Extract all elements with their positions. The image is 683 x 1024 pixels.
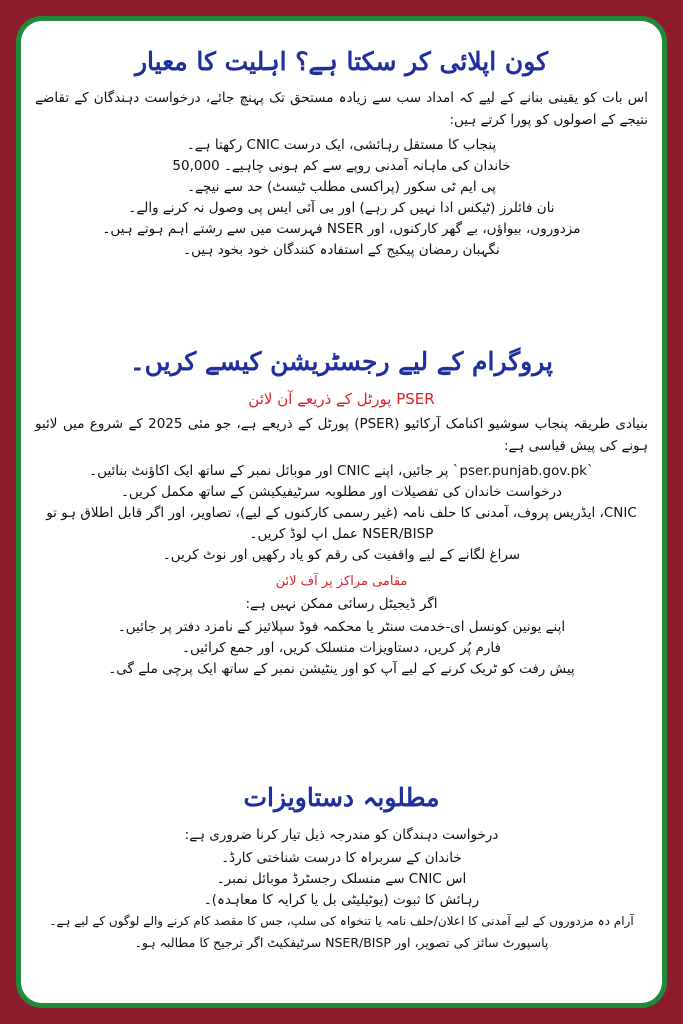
list-item: پاسپورٹ سائز کی تصویر، اور NSER/BISP سرٹیفکیٹ اگر ترجیح کا مطالبہ ہو۔ — [134, 935, 549, 950]
registration-section — [35, 345, 648, 680]
online-subheading: PSER پورٹل کے ذریعے آن لائن — [248, 390, 435, 408]
list-item: CNIC، ایڈریس پروف، آمدنی کا حلف نامہ (غیر رسمی کارکنوں کے لیے)، تصاویر، اور اگر قابل اطلاق ہو تو — [46, 505, 637, 521]
offline-intro: اگر ڈیجیٹل رسائی ممکن نہیں ہے: — [245, 596, 438, 612]
list-item: پیش رفت کو ٹریک کرنے کے لیے آپ کو اور ینٹیشن نمبر کے ساتھ ایک پرچی ملے گی۔ — [108, 661, 575, 677]
documents-list — [35, 848, 648, 953]
offline-steps — [35, 617, 648, 680]
offline-subheading: مقامی مراکز پر آف لائن — [275, 574, 408, 589]
documents-intro: درخواست دہندگان کو مندرجہ ذیل تیار کرنا ضروری ہے: — [184, 827, 499, 843]
list-item: اپنے یونین کونسل ای-خدمت سنٹر یا محکمہ فوڈ سپلائیز کے نامزد دفتر پر جائیں۔ — [117, 619, 566, 635]
list-item: NSER/BISP عمل اپ لوڈ کریں۔ — [249, 526, 434, 542]
list-item: پی ایم ٹی سکور (پراکسی مطلب ٹیسٹ) حد سے نیچے۔ — [187, 179, 496, 195]
list-item: رہائش کا ثبوت (یوٹیلیٹی بل یا کرایہ کا معاہدہ)۔ — [203, 892, 480, 908]
online-intro: بنیادی طریقہ پنجاب سوشیو اکنامک آرکائیو (PSER) پورٹل کے ذریعے ہے، جو مئی 2025 کے شروع میں لائیو ہونے کی پیش قیاسی ہے: — [35, 416, 648, 454]
list-item: آرام دہ مزدوروں کے لیے آمدنی کا اعلان/حلف نامہ یا تنخواہ کی سلپ، جس کا مقصد کام کرنے والے لوگوں کے لیے ہے۔ — [49, 914, 634, 928]
list-item: نگہبان رمضان پیکیج کے استفادہ کنندگان خود بخود ہیں۔ — [183, 242, 500, 258]
list-item: اس CNIC سے منسلک رجسٹرڈ موبائل نمبر۔ — [216, 871, 467, 887]
list-item: سراغ لگانے کے لیے واقفیت کی رقم کو یاد رکھیں اور نوٹ کریں۔ — [162, 547, 521, 563]
documents-section — [35, 781, 648, 953]
eligibility-list — [35, 135, 648, 261]
list-item: `pser.punjab.gov.pk` پر جائیں، اپنے CNIC اور موبائل نمبر کے ساتھ ایک اکاؤنٹ بنائیں۔ — [89, 463, 594, 479]
online-steps — [35, 461, 648, 566]
list-item: پنجاب کا مستقل رہائشی، ایک درست CNIC رکھتا ہے۔ — [186, 137, 497, 153]
content-card — [16, 16, 667, 1008]
eligibility-section — [35, 45, 648, 261]
list-item: خاندان کی ماہانہ آمدنی روپے سے کم ہونی چاہیے۔ 50,000 — [172, 158, 511, 174]
list-item: فارم پُر کریں، دستاویزات منسلک کریں، اور جمع کرائیں۔ — [182, 640, 501, 656]
list-item: مزدوروں، بیواؤں، بے گھر کارکنوں، اور NSER فہرست میں سے رشتے اہم ہوتے ہیں۔ — [102, 221, 581, 237]
eligibility-intro: اس بات کو یقینی بنانے کے لیے کہ امداد سب سے زیادہ مستحق تک پہنچ جائے، درخواست دہندگان کے تقاضے نتیجے کے اصولوں کو پورا کرتے ہیں: — [35, 90, 648, 128]
documents-heading: مطلوبہ دستاویزات — [243, 783, 440, 812]
list-item: خاندان کے سربراہ کا درست شناختی کارڈ۔ — [221, 850, 462, 866]
registration-heading: پروگرام کے لیے رجسٹریشن کیسے کریں۔ — [129, 347, 553, 376]
list-item: درخواست خاندان کی تفصیلات اور مطلوبہ سرٹیفیکیشن کے ساتھ مکمل کریں۔ — [121, 484, 562, 500]
list-item: نان فائلرز (ٹیکس ادا نہیں کر رہے) اور بی آئی ایس پی وصول نہ کرنے والے۔ — [128, 200, 555, 216]
eligibility-heading: کون اپلائی کر سکتا ہے؟ اہلیت کا معیار — [134, 47, 549, 76]
